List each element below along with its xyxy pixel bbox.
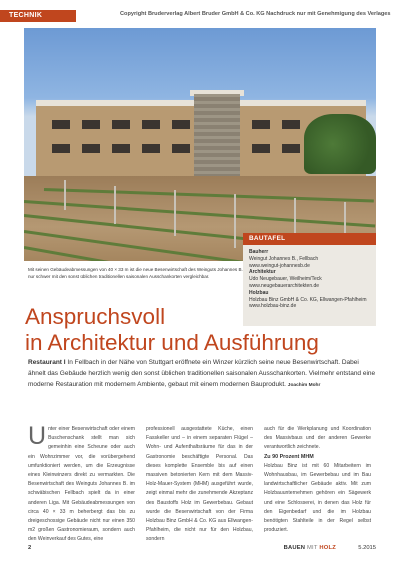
drop-cap: U (28, 422, 47, 450)
bautafel-title: BAUTAFEL (243, 233, 376, 245)
vineyard-building-photo (24, 28, 376, 261)
page-footer (28, 545, 376, 555)
bautafel-line: Udo Neugebauer, Weilheim/Teck (249, 276, 322, 283)
bautafel-label: Architektur (249, 269, 276, 276)
magazine-brand: BAUEN MIT HOLZ (283, 545, 336, 551)
bautafel-line: www.weingut-johannesb.de (249, 262, 310, 269)
author-name: Joachim Mohr (287, 383, 321, 388)
issue-number: 5.2015 (358, 545, 376, 551)
body-text: nter einer Besenwirtschaft oder einem Buschenschank stellt man sich gemeinhin eine Scheune oder auch ein Wohnzimmer vor, die vorübergehend umfunktioniert werden, um die Erzeugnisse eines Kleinwinzers direkt zu vermarkten. Die Besenwirtschaft des Weinguts Johannes B. im schwäbischen Fellbach spielt da in einer anderen Liga. Mit Gebäudeabmessungen von circa 40 × 33 m beherbergt das bis zu dreigeschossige Gebäude nicht nur einen 350 m2 großen Gastronomieraum, sondern auch den Weinverkauf des Gutes, eine (28, 426, 135, 543)
body-text: professionell ausgestattete Küche, einen Fasskeller und – in einem separaten Flügel – Wohn- und Aufenthaltsräume für das in der Gastronomie beschäftigte Personal. Das dieses komplette Ensemble bis auf einen massiven betonierten Kern mit dem Massiv-Holz-Mauer-System (MHM) ausgeführt wurde, zeigt einmal mehr die zunehmende Akzeptanz des Baustoffs Holz im Gewerbebau. Gebaut wurde die Besenwirtschaft von der Firma Holzbau Binz GmbH & Co. KG aus Ellwangen-Pfahlheim, die nicht nur für den Holzbau, sondern (146, 426, 253, 543)
body-column-1 (28, 422, 135, 545)
lead-place: Restaurant I (28, 359, 66, 366)
trees (304, 114, 376, 174)
headline-line-2: in Architektur und Ausführung (25, 330, 319, 355)
body-text: Holzbau Binz ist mit 60 Mitarbeitern im Wohnhausbau, im Gewerbebau und im Bau landwirtschaftlicher Gebäude aktiv. Mit zum Holzbauunternehmen gehören ein Sägewerk und eine Schlosserei, in denen das Holz für den Eigenbedarf und die im Holzbau benötigten Stahlteile in der Regel selbst produziert. (264, 462, 371, 534)
body-text: auch für die Werkplanung und Koordination des Massivbaus und der anderen Gewerke verantwortlich zeichnete. (264, 426, 371, 451)
body-column-3 (264, 425, 371, 535)
top-bar (0, 10, 400, 22)
stone-tower (194, 94, 240, 178)
page-number: 2 (28, 545, 32, 551)
bautafel-line: www.holzbau-binz.de (249, 303, 297, 310)
bautafel-label: Holzbau (249, 289, 269, 296)
bautafel-label: Bauherr (249, 249, 269, 255)
article-lead (28, 357, 376, 391)
section-tag: TECHNIK (0, 10, 76, 22)
bautafel-line: www.neugebauerarchitekten.de (249, 282, 320, 289)
copyright-notice: Copyright Bruderverlag Albert Bruder GmbH & Co. KG Nachdruck nur mit Genehmigung des Verlages (120, 11, 391, 17)
headline-line-1: Anspruchsvoll (25, 304, 166, 329)
subheading: Zu 90 Prozent MHM (264, 453, 314, 460)
lead-text: In Fellbach in der Nähe von Stuttgart eröffnete ein Winzer kürzlich seine neue Besenwirtschaft. Dabei ähnelt das Gebäude herzlich wenig den sonst üblichen traditionellen saisonalen Ausschankorten. Vielmehr entstand eine moderne Restauration mit modernem Ambiente, gebaut mit einem modernen Bauprodukt. (28, 359, 376, 388)
bautafel-line: Weingut Johannes B., Fellbach (249, 255, 319, 262)
photo-caption: Mit seinen Gebäudeabmessungen von 40 × 33 m ist die neue Besenwirtschaft des Weinguts Johannes B. nur schwer mit den sonst üblichen traditionellen saisonalen Ausschankorten vergleichbar. (28, 267, 243, 279)
article-headline (25, 304, 319, 356)
body-column-2 (146, 425, 253, 545)
bautafel-line: Holzbau Binz GmbH & Co. KG, Ellwangen-Pfahlheim (249, 296, 367, 303)
